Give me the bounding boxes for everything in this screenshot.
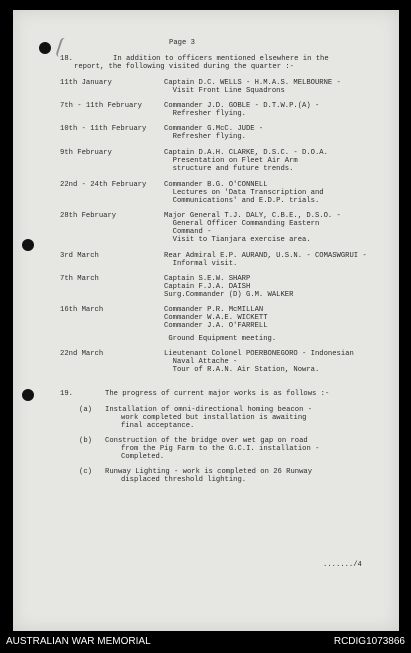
works-item-label: (c) — [79, 468, 92, 476]
visit-detail: Visit Front Line Squadrons — [164, 87, 285, 95]
works-item-label: (b) — [79, 437, 92, 445]
visit-date: 28th February — [60, 212, 117, 220]
visit-detail: Commander J.D. GOBLE - D.T.W.P.(A) - — [164, 102, 320, 110]
visit-detail: Informal visit. — [164, 260, 238, 268]
page-header: Page 3 — [169, 39, 195, 47]
visit-date: 9th February — [60, 149, 112, 157]
visit-date: 7th March — [60, 275, 99, 283]
visit-date: 22nd March — [60, 350, 104, 358]
visit-detail: Refresher flying. — [164, 110, 246, 118]
visit-detail: Ground Equipment meeting. — [164, 335, 277, 343]
works-item-text: Completed. — [121, 453, 165, 461]
works-item-text: Installation of omni-directional homing beacon - — [105, 406, 313, 414]
works-item-text: final acceptance. — [121, 422, 195, 430]
para-19-number: 19. — [60, 390, 73, 398]
visit-detail: Tour of R.A.N. Air Station, Nowra. — [164, 366, 320, 374]
visit-detail: Major General T.J. DALY, C.B.E., D.S.O. - — [164, 212, 341, 220]
para-19-intro: The progress of current major works is as follows :- — [105, 390, 330, 398]
visit-detail: Captain F.J.A. DAISH — [164, 283, 251, 291]
visit-detail: General Officer Commanding Eastern — [164, 220, 320, 228]
visit-detail: Captain D.A.H. CLARKE, D.S.C. - D.O.A. — [164, 149, 328, 157]
para-18-intro: report, the following visited during the quarter :- — [74, 63, 294, 71]
works-item-text: displaced threshold lighting. — [121, 476, 247, 484]
works-item-text: Construction of the bridge over wet gap on road — [105, 437, 308, 445]
visit-detail: Rear Admiral E.P. AURAND, U.S.N. - COMASWGRUI - — [164, 252, 367, 260]
visit-detail: Visit to Tianjara exercise area. — [164, 236, 311, 244]
record-id: RCDIG1073866 — [333, 636, 405, 647]
para-18-number: 18. — [60, 55, 73, 63]
visit-detail: Commander J.A. O'FARRELL — [164, 322, 268, 330]
works-item-text: from the Pig Farm to the G.C.I. installation - — [121, 445, 320, 453]
punch-hole — [22, 239, 34, 251]
visit-detail: Surg.Commander (D) G.M. WALKER — [164, 291, 294, 299]
visit-date: 11th January — [60, 79, 112, 87]
works-item-text: Runway Lighting - work is completed on 26 Runway — [105, 468, 313, 476]
archive-footer — [0, 631, 411, 653]
visit-date: 22nd - 24th February — [60, 181, 147, 189]
visit-detail: Commander G.McC. JUDE - — [164, 125, 264, 133]
visit-date: 3rd March — [60, 252, 99, 260]
visit-detail: Lectures on 'Data Transcription and — [164, 189, 324, 197]
visit-detail: Presentation on Fleet Air Arm — [164, 157, 298, 165]
document-page — [13, 10, 399, 631]
visit-detail: Captain S.E.W. SHARP — [164, 275, 251, 283]
visit-detail: Refresher flying. — [164, 133, 246, 141]
visit-detail: Naval Attache - — [164, 358, 238, 366]
punch-hole — [22, 389, 34, 401]
visit-detail: Command - — [164, 228, 212, 236]
punch-hole — [39, 42, 51, 54]
works-item-label: (a) — [79, 406, 92, 414]
visit-detail: Communications' and E.D.P. trials. — [164, 197, 320, 205]
visit-date: 7th - 11th February — [60, 102, 142, 110]
visit-date: 10th - 11th February — [60, 125, 147, 133]
visit-detail: Commander W.A.E. WICKETT — [164, 314, 268, 322]
para-18-intro: In addition to officers mentioned elsewhere in the — [113, 55, 329, 63]
visit-detail: Lieutenant Colonel POERBONEGORO - Indonesian — [164, 350, 354, 358]
visit-detail: structure and future trends. — [164, 165, 294, 173]
works-item-text: work completed but installation is awaiting — [121, 414, 307, 422]
visit-date: 16th March — [60, 306, 104, 314]
continuation-marker: ......./4 — [323, 561, 362, 569]
visit-detail: Commander P.R. McMILLAN — [164, 306, 264, 314]
archive-name: AUSTRALIAN WAR MEMORIAL — [6, 636, 151, 647]
visit-detail: Captain D.C. WELLS - H.M.A.S. MELBOURNE - — [164, 79, 341, 87]
visit-detail: Commander B.G. O'CONNELL — [164, 181, 268, 189]
